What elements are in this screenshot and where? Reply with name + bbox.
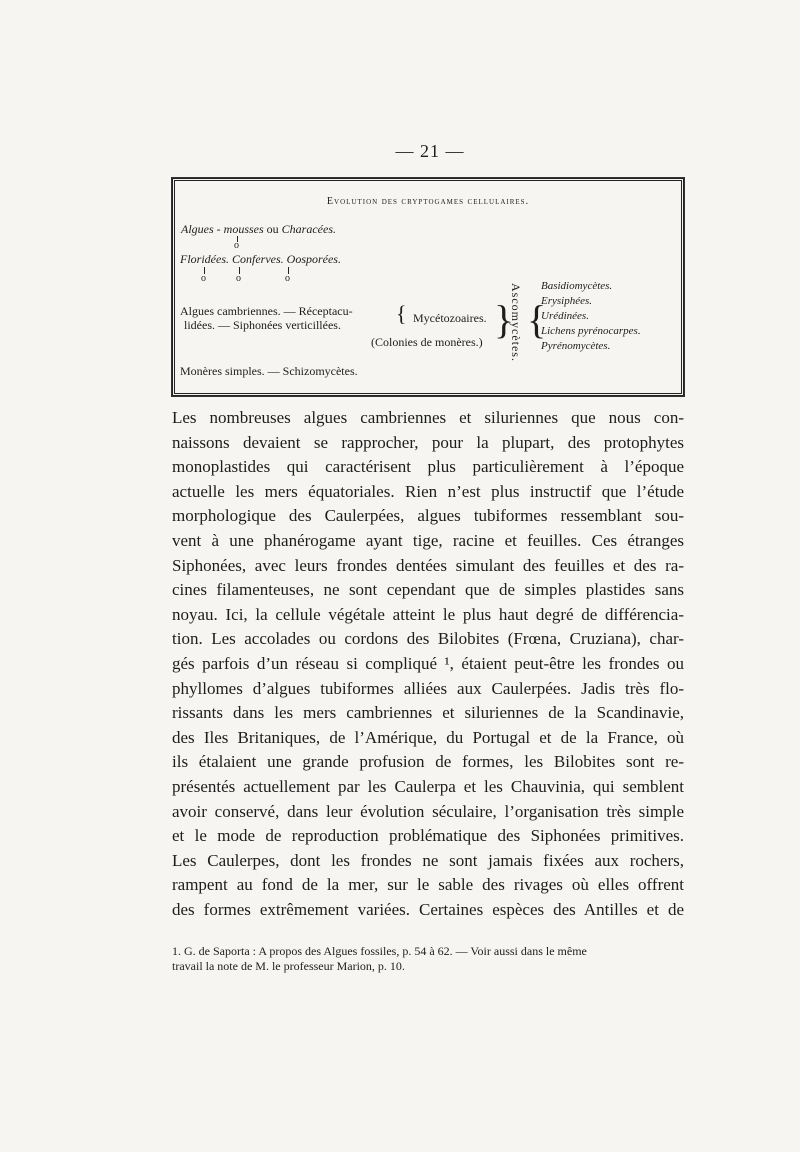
text-line: rampent au fond de la mer, sur le sable des rivages où elles offrent xyxy=(172,875,684,895)
connector-ring: o xyxy=(201,273,206,284)
brace-left: { xyxy=(396,301,407,326)
fungi-list xyxy=(541,279,641,354)
table-title: Evolution des cryptogames cellulaires. xyxy=(326,196,530,207)
algues-mousses-text: Algues - mousses xyxy=(181,222,264,236)
text-line: et le mode de reproduction problématique des Siphonées primitives. xyxy=(172,826,684,846)
text-line: Les nombreuses algues cambriennes et siluriennes que nous con- xyxy=(172,408,684,427)
text-line: naissons devaient se rapprocher, pour la plupart, des protophytes xyxy=(172,432,684,452)
algues-cambriennes-line2: lidées. — Siphonées verticillées. xyxy=(184,318,341,332)
text-line: vent à une phanérogame ayant tige, racine et feuilles. Ces étranges xyxy=(172,530,684,550)
text-line: tion. Les accolades ou cordons des Bilobites (Frœna, Cruziana), char- xyxy=(172,629,684,649)
text-line: gés parfois d’un réseau si compliqué ¹, étaient peut-être les frondes ou xyxy=(172,653,684,673)
text-line: ils étalaient une grande profusion de formes, les Bilobites sont re- xyxy=(172,752,684,772)
table-row-floridees: Floridées. Conferves. Oosporées. xyxy=(180,252,341,266)
connector-ring: o xyxy=(285,273,290,284)
table-row-algues-mousses xyxy=(181,222,336,237)
text-line: phyllomes d’algues tubiformes alliées aux Caulerpées. Jadis très flo- xyxy=(172,678,684,698)
text-line: actuelle les mers équatoriales. Rien n’est plus instructif que l’étude xyxy=(172,481,684,501)
text-line: Les Caulerpes, dont les frondes ne sont jamais fixées aux rochers, xyxy=(172,850,684,870)
footnote-line: 1. G. de Saporta : A propos des Algues fossiles, p. 54 à 62. — Voir aussi dans le même xyxy=(172,944,587,958)
text-line: noyau. Ici, la cellule végétale atteint le plus haut degré de différencia- xyxy=(172,604,684,624)
page-number: — 21 — xyxy=(395,141,465,161)
fungi-item: Pyrénomycètes. xyxy=(541,340,611,352)
text-line: monoplastides qui caractérisent plus particulièrement à l’époque xyxy=(172,457,684,477)
characees-text: Characées. xyxy=(281,222,336,236)
text-line: rissants dans les mers cambriennes et siluriennes de la Scandinavie, xyxy=(172,703,684,723)
fungi-item: Basidiomycètes. xyxy=(541,280,613,292)
footnote xyxy=(172,944,684,974)
connector-ring: o xyxy=(234,240,239,251)
ascomycetes-vertical-label: Ascomycètes. xyxy=(509,283,523,362)
connector-ring: o xyxy=(236,273,241,284)
text-line: morphologique des Caulerpées, algues tubiformes ressemblant sou- xyxy=(172,506,684,526)
mycetozoaires-label: Mycétozoaires. xyxy=(413,311,487,325)
footnote-line: travail la note de M. le professeur Marion, p. 10. xyxy=(172,959,405,973)
fungi-item: Erysiphées. xyxy=(541,295,593,307)
text-line: avoir conservé, dans leur évolution séculaire, l’organisation très simple xyxy=(172,801,684,821)
text-line: des Iles Britaniques, de l’Amérique, du Portugal et de la France, où xyxy=(172,727,684,747)
text-line: présentés actuellement par les Caulerpa et les Chauvinia, qui semblent xyxy=(172,776,684,796)
fungi-item: Urédinées. xyxy=(541,310,589,322)
brace-right: } xyxy=(494,297,514,342)
body-text xyxy=(172,406,684,922)
fungi-item: Lichens pyrénocarpes. xyxy=(541,325,641,337)
algues-cambriennes-line1: Algues cambriennes. — Réceptacu- xyxy=(180,304,353,318)
ou-text: ou xyxy=(263,222,282,236)
brace-fungi: { xyxy=(527,297,547,342)
text-line: cines filamenteuses, ne sont cependant que de simples plastides sans xyxy=(172,580,684,600)
moneres-line: Monères simples. — Schizomycètes. xyxy=(180,364,358,378)
colonies-monere-label: (Colonies de monères.) xyxy=(371,335,483,349)
text-line: Siphonées, avec leurs frondes dentées simulant des feuilles et des ra- xyxy=(172,555,684,575)
text-line: des formes extrêmement variées. Certaines espèces des Antilles et de xyxy=(172,899,684,919)
